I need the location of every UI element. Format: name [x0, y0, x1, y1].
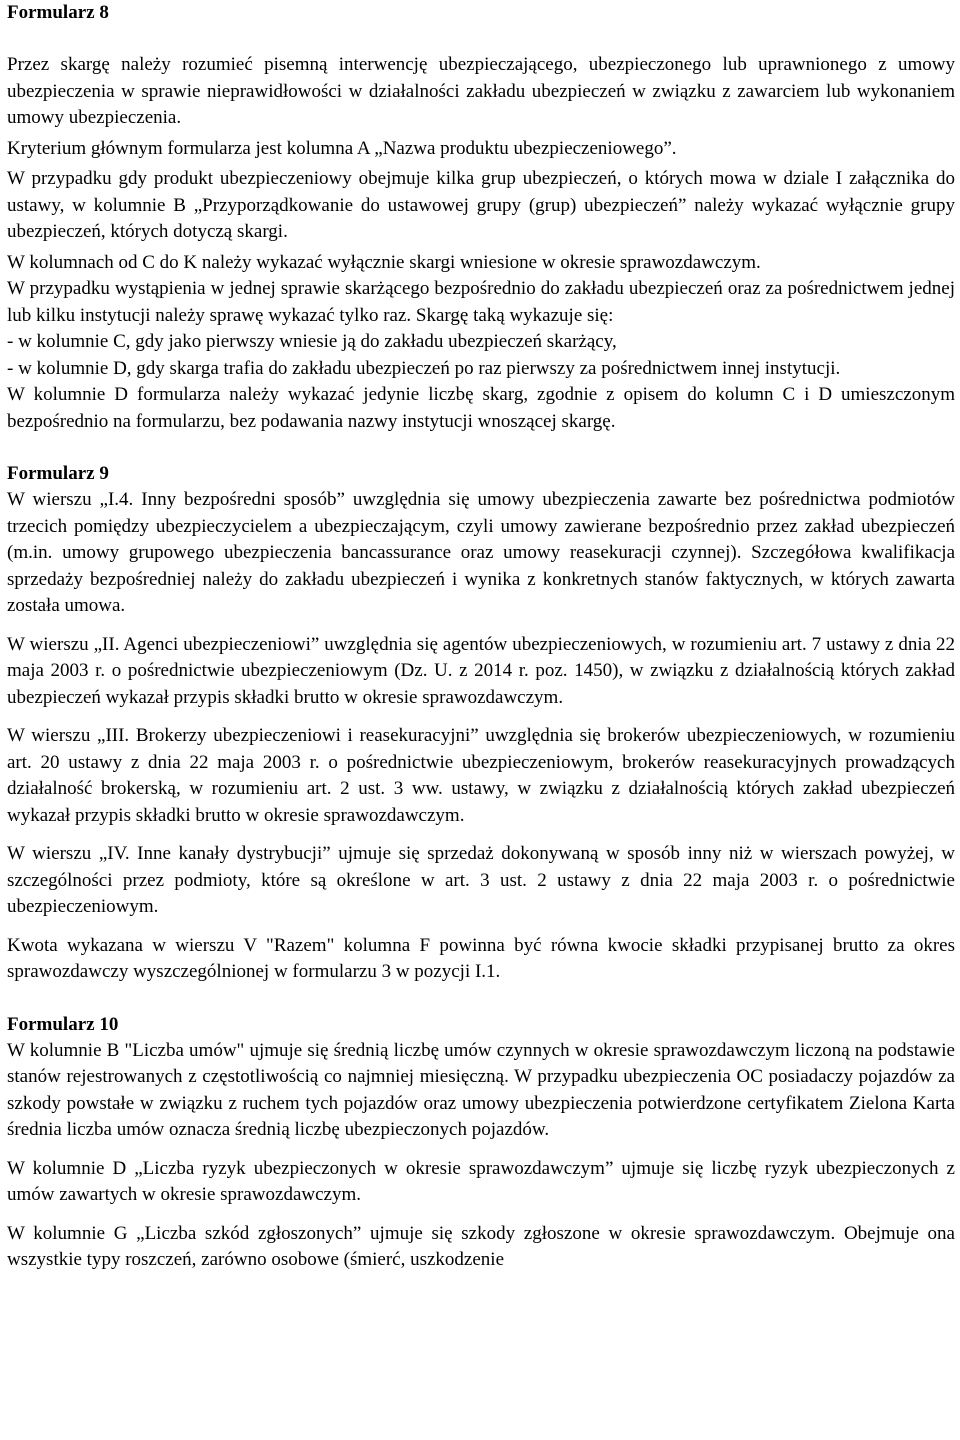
- section-heading: Formularz 8: [7, 2, 109, 23]
- section-heading: Formularz 9: [7, 463, 109, 484]
- paragraph: Przez skargę należy rozumieć pisemną interwencję ubezpieczającego, ubezpieczonego lub uprawnionego z umowy ubezpieczenia w sprawie nieprawidłowości w działalności zakładu ubezpieczeń w związku z zawarciem lub wykonaniem umowy ubezpieczenia.: [7, 54, 955, 128]
- section-heading: Formularz 10: [7, 1013, 119, 1035]
- paragraph: W przypadku gdy produkt ubezpieczeniowy obejmuje kilka grup ubezpieczeń, o których mowa w dziale I załącznika do ustawy, w kolumnie B „Przyporządkowanie do ustawowej grupy (grup) ubezpieczeń” należy wykazać wyłącznie grupy ubezpieczeń, których dotyczą skargi.: [7, 168, 955, 242]
- paragraph: Kwota wykazana w wierszu V "Razem" kolumna F powinna być równa kwocie składki przypisanej brutto za okres sprawozdawczy wyszczególnionej w formularzu 3 w pozycji I.1.: [7, 934, 955, 982]
- paragraph: W wierszu „II. Agenci ubezpieczeniowi” uwzględnia się agentów ubezpieczeniowych, w rozumieniu art. 7 ustawy z dnia 22 maja 2003 r. o pośrednictwie ubezpieczeniowym (Dz. U. z 2014 r. poz. 1450), w związku z działalnością których zakład ubezpieczeń wykazał przypis składki brutto w okresie sprawozdawczym.: [7, 633, 955, 708]
- section-formularz-8: [7, 0, 955, 435]
- paragraph: W kolumnie G „Liczba szkód zgłoszonych” ujmuje się szkody zgłoszone w okresie sprawozdawczym. Obejmuje ona wszystkie typy roszczeń, zarówno osobowe (śmierć, uszkodzenie: [7, 1222, 955, 1270]
- paragraph: W wierszu „III. Brokerzy ubezpieczeniowi i reasekuracyjni” uwzględnia się brokerów ubezpieczeniowych, w rozumieniu art. 20 ustawy z dnia 22 maja 2003 r. o pośrednictwie ubezpieczeniowym, brokerów reasekuracyjnych prowadzących działalność brokerską, w rozumieniu art. 2 ust. 3 ww. ustawy, w związku z działalnością których zakład ubezpieczeń wykazał przypis składki brutto w okresie sprawozdawczym.: [7, 725, 955, 826]
- paragraph: W kolumnach od C do K należy wykazać wyłącznie skargi wniesione w okresie sprawozdawczym.: [7, 251, 761, 273]
- paragraph: W kolumnie D formularza należy wykazać jedynie liczbę skarg, zgodnie z opisem do kolumn C i D umieszczonym bezpośrednio na formularzu, bez podawania nazwy instytucji wnoszącej skargę.: [7, 384, 955, 432]
- paragraph: W przypadku wystąpienia w jednej sprawie skarżącego bezpośrednio do zakładu ubezpieczeń oraz za pośrednictwem jednej lub kilku instytucji należy sprawę wykazać tylko raz. Skargę taką wykazuje się:: [7, 278, 955, 326]
- paragraph: Kryterium głównym formularza jest kolumna A „Nazwa produktu ubezpieczeniowego”.: [7, 137, 677, 159]
- section-formularz-10: [7, 1012, 955, 1274]
- paragraph: - w kolumnie C, gdy jako pierwszy wniesie ją do zakładu ubezpieczeń skarżący,: [7, 331, 617, 352]
- paragraph: - w kolumnie D, gdy skarga trafia do zakładu ubezpieczeń po raz pierwszy za pośrednictwem innej instytucji.: [7, 357, 841, 379]
- paragraph: W wierszu „I.4. Inny bezpośredni sposób” uwzględnia się umowy ubezpieczenia zawarte bez pośrednictwa podmiotów trzecich pomiędzy ubezpieczycielem a ubezpieczającym, czyli umowy zawierane bezpośrednio przez zakład ubezpieczeń (m.in. umowy grupowego ubezpieczenia bancassurance oraz umowy reasekuracji czynnej). Szczegółowa kwalifikacja sprzedaży bezpośredniej należy do zakładu ubezpieczeń i wynika z konkretnych stanów faktycznych, w których zawarta została umowa.: [7, 489, 955, 616]
- document-page: [7, 0, 955, 1274]
- paragraph: W kolumnie B "Liczba umów" ujmuje się średnią liczbę umów czynnych w okresie sprawozdawczym liczoną na podstawie stanów rejestrowanych z częstotliwością co najmniej miesięczną. W przypadku ubezpieczenia OC posiadaczy pojazdów za szkody powstałe w związku z ruchem tych pojazdów oraz umowy ubezpieczenia potwierdzone certyfikatem Zielona Karta średnia liczba umów oznacza średnią liczbę ubezpieczonych pojazdów.: [7, 1039, 955, 1140]
- section-formularz-9: [7, 461, 955, 986]
- paragraph: W kolumnie D „Liczba ryzyk ubezpieczonych w okresie sprawozdawczym” ujmuje się liczbę ryzyk ubezpieczonych z umów zawartych w okresie sprawozdawczym.: [7, 1157, 955, 1205]
- paragraph: W wierszu „IV. Inne kanały dystrybucji” ujmuje się sprzedaż dokonywaną w sposób inny niż w wierszach powyżej, w szczególności przez podmioty, które są określone w art. 3 ust. 2 ustawy z dnia 22 maja 2003 r. o pośrednictwie ubezpieczeniowym.: [7, 843, 955, 917]
